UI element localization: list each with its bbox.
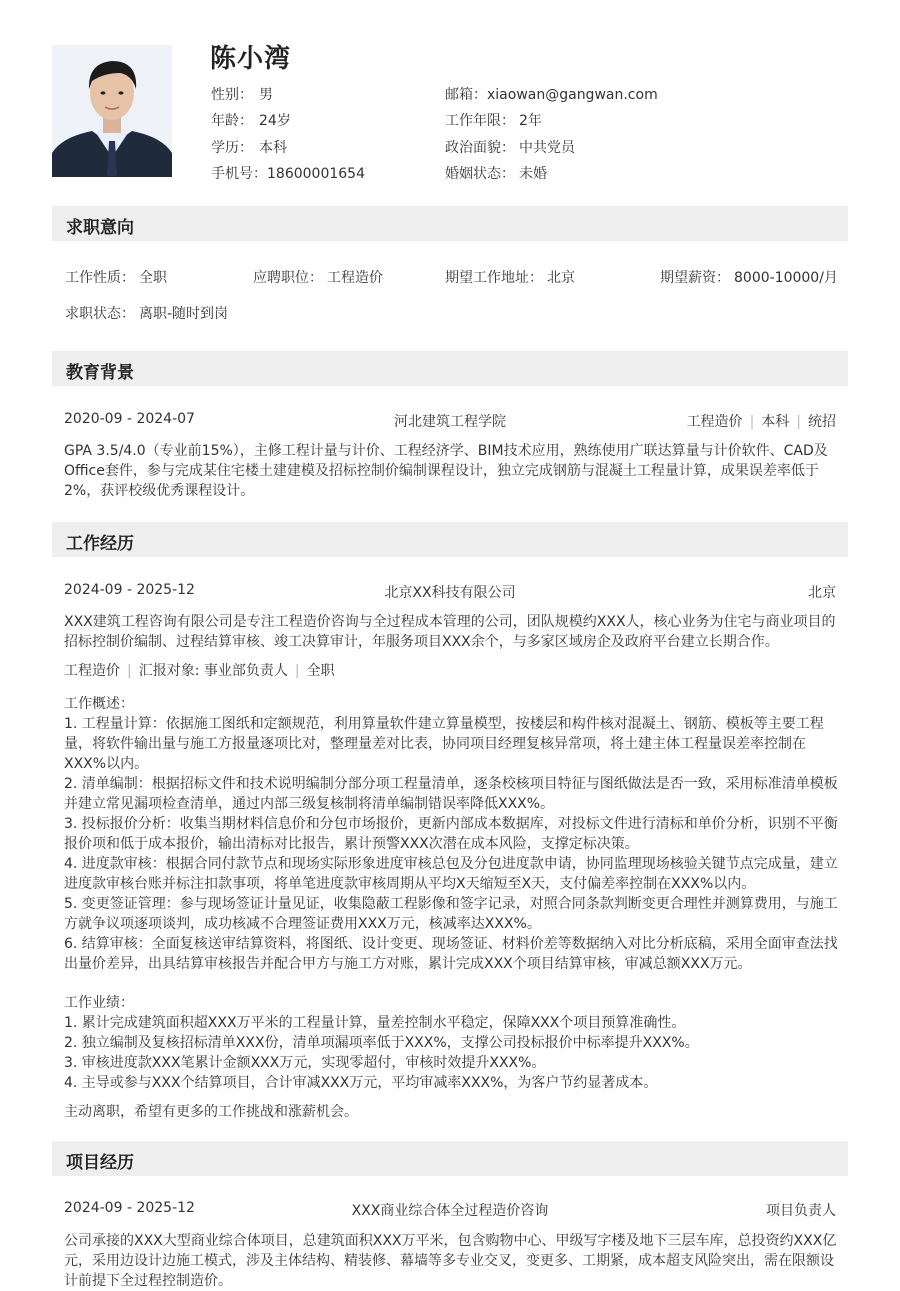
work-section-header — [52, 522, 848, 557]
intent-position — [253, 267, 383, 287]
intent-status-label: 求职状态： — [65, 306, 135, 322]
age-label: 年龄： — [211, 113, 253, 129]
education-mode: 统招 — [808, 414, 836, 430]
work-date: 2024-09 - 2025-12 — [64, 582, 195, 598]
work-tag: 全职 — [306, 663, 335, 679]
marital-value: 未婚 — [519, 166, 547, 182]
work-years-label: 工作年限： — [445, 113, 515, 129]
work-years-value: 2年 — [519, 113, 542, 129]
education-degree: 本科 — [761, 414, 790, 430]
separator: | — [749, 414, 755, 430]
work-tag: 汇报对象: 事业部负责人 — [138, 663, 288, 679]
intent-salary-label: 期望薪资： — [660, 270, 730, 286]
intent-salary — [660, 267, 838, 287]
work-years-row — [445, 110, 542, 130]
political-row — [445, 137, 575, 157]
work-overview-item: 1. 工程量计算：依据施工图纸和定额规范，利用算量软件建立算量模型，按楼层和构件核对混凝土、钢筋、模板等主要工程量，将软件输出量与施工方报量逐项比对，整理量差对比表，协同项目经理复核异常项，将土建主体工程量误差率控制在XXX%以内。 — [64, 716, 824, 772]
project-role: 项目负责人 — [766, 1203, 836, 1219]
person-photo-icon — [52, 45, 172, 177]
intent-status — [65, 303, 228, 323]
intent-location-label: 期望工作地址： — [445, 270, 543, 286]
project-section-title: 项目经历 — [66, 1153, 134, 1173]
education-date: 2020-09 - 2024-07 — [64, 411, 195, 427]
gender-row — [211, 84, 273, 104]
candidate-name: 陈小湾 — [210, 44, 292, 74]
work-city: 北京 — [808, 585, 836, 601]
project-name: XXX商业综合体全过程造价咨询 — [351, 1203, 549, 1219]
education-tags — [560, 411, 836, 431]
work-achievement-item: 3. 审核进度款XXX笔累计金额XXX万元，实现零超付，审核时效提升XXX%。 — [64, 1055, 546, 1071]
work-overview-item: 6. 结算审核：全面复核送审结算资料，将图纸、设计变更、现场签证、材料价差等数据纳入对比分析底稿，采用全面审查法找出量价差异，出具结算审核报告并配合甲方与施工方对账，累计完成XXX个项目结算审核，审减总额XXX万元。 — [64, 936, 838, 972]
education-row — [211, 137, 287, 157]
intent-type-value: 全职 — [139, 270, 167, 286]
intent-salary-value: 8000-10000/月 — [734, 270, 838, 286]
gender-value: 男 — [259, 87, 273, 103]
separator: | — [127, 663, 132, 679]
work-overview — [64, 694, 840, 974]
education-section-title: 教育背景 — [66, 363, 134, 383]
work-overview-item: 4. 进度款审核：根据合同付款节点和现场实际形象进度审核总包及分包进度款申请，协同监理现场核验关键节点完成量，建立进度款审核台账并标注扣款事项，将单笔进度款审核周期从平均X天缩短至X天，支付偏差率控制在XXX%以内。 — [64, 856, 838, 892]
intent-location — [445, 267, 575, 287]
work-tag: 工程造价 — [64, 663, 120, 679]
intent-section-header — [52, 206, 848, 241]
work-company: 北京XX科技有限公司 — [384, 585, 516, 601]
phone-row — [211, 163, 365, 183]
work-achievement-item: 4. 主导或参与XXX个结算项目，合计审减XXX万元，平均审减率XXX%，为客户节约显著成本。 — [64, 1075, 658, 1091]
email-value: xiaowan@gangwan.com — [487, 87, 658, 103]
political-value: 中共党员 — [519, 140, 575, 156]
profile-photo — [52, 45, 172, 177]
education-label: 学历： — [211, 140, 253, 156]
intent-type-label: 工作性质： — [65, 270, 135, 286]
marital-label: 婚姻状态： — [445, 166, 515, 182]
company-description: XXX建筑工程咨询有限公司是专注工程造价咨询与全过程成本管理的公司，团队规模约XXX人，核心业务为住宅与商业项目的招标控制价编制、过程结算审核、竣工决算审计，年服务项目XXX余个，与多家区域房企及政府平台建立长期合作。 — [64, 614, 836, 650]
project-description: 公司承接的XXX大型商业综合体项目，总建筑面积XXX万平米，包含购物中心、甲级写字楼及地下三层车库，总投资约XXX亿元，采用边设计边施工模式，涉及主体结构、精装修、幕墙等多专业交叉，变更多、工期紧，成本超支风险突出，需在限额设计前提下全过程控制造价。 — [64, 1233, 837, 1289]
education-value: 本科 — [259, 140, 287, 156]
intent-section-title: 求职意向 — [66, 218, 134, 238]
project-section-header — [52, 1141, 848, 1176]
work-overview-item: 2. 清单编制：根据招标文件和技术说明编制分部分项工程量清单，逐条校核项目特征与图纸做法是否一致，采用标准清单模板并建立常见漏项检查清单，通过内部三级复核制将清单编制错误率降低XXX%。 — [64, 776, 838, 812]
work-overview-title: 工作概述： — [64, 696, 134, 712]
work-overview-item: 3. 投标报价分析：收集当期材料信息价和分包市场报价，更新内部成本数据库，对投标文件进行清标和单价分析，识别不平衡报价项和低于成本报价，输出清标对比报告，累计预警XXX次潜在成本风险，支撑定标决策。 — [64, 816, 838, 852]
work-overview-item: 5. 变更签证管理：参与现场签证计量见证，收集隐蔽工程影像和签字记录，对照合同条款判断变更合理性并测算费用，与施工方就争议项逐项谈判，成功核减不合理签证费用XXX万元，核减率达XXX%。 — [64, 896, 838, 932]
education-description: GPA 3.5/4.0（专业前15%），主修工程计量与计价、工程经济学、BIM技术应用，熟练使用广联达算量与计价软件、CAD及Office套件，参与完成某住宅楼土建建模及招标控制价编制课程设计，独立完成钢筋与混凝土工程量计算，成果误差率低于2%，获评校级优秀课程设计。 — [64, 443, 828, 499]
political-label: 政治面貌： — [445, 140, 515, 156]
intent-position-label: 应聘职位： — [253, 270, 323, 286]
gender-label: 性别： — [211, 87, 253, 103]
separator: | — [796, 414, 801, 430]
work-tags — [64, 660, 335, 680]
intent-status-value: 离职-随时到岗 — [139, 306, 229, 322]
email-label: 邮箱： — [445, 87, 487, 103]
education-section-header — [52, 351, 848, 386]
project-date: 2024-09 - 2025-12 — [64, 1200, 195, 1216]
intent-position-value: 工程造价 — [327, 270, 383, 286]
intent-type — [65, 267, 167, 287]
phone-value: 18600001654 — [267, 166, 365, 182]
education-school: 河北建筑工程学院 — [394, 414, 506, 430]
email-row — [445, 84, 658, 104]
work-achievement-item: 1. 累计完成建筑面积超XXX万平米的工程量计算，量差控制水平稳定，保障XXX个项目预算准确性。 — [64, 1015, 686, 1031]
work-section-title: 工作经历 — [66, 534, 134, 554]
separator: | — [294, 663, 300, 679]
marital-row — [445, 163, 547, 183]
work-achievements — [64, 993, 840, 1093]
age-row — [211, 110, 291, 130]
education-major: 工程造价 — [686, 414, 743, 430]
leave-reason: 主动离职，希望有更多的工作挑战和涨薪机会。 — [64, 1104, 358, 1120]
intent-location-value: 北京 — [547, 270, 575, 286]
work-achievements-title: 工作业绩： — [64, 995, 134, 1011]
age-value: 24岁 — [259, 113, 291, 129]
work-achievement-item: 2. 独立编制及复核招标清单XXX份，清单项漏项率低于XXX%，支撑公司投标报价中标率提升XXX%。 — [64, 1035, 699, 1051]
phone-label: 手机号： — [211, 166, 267, 182]
